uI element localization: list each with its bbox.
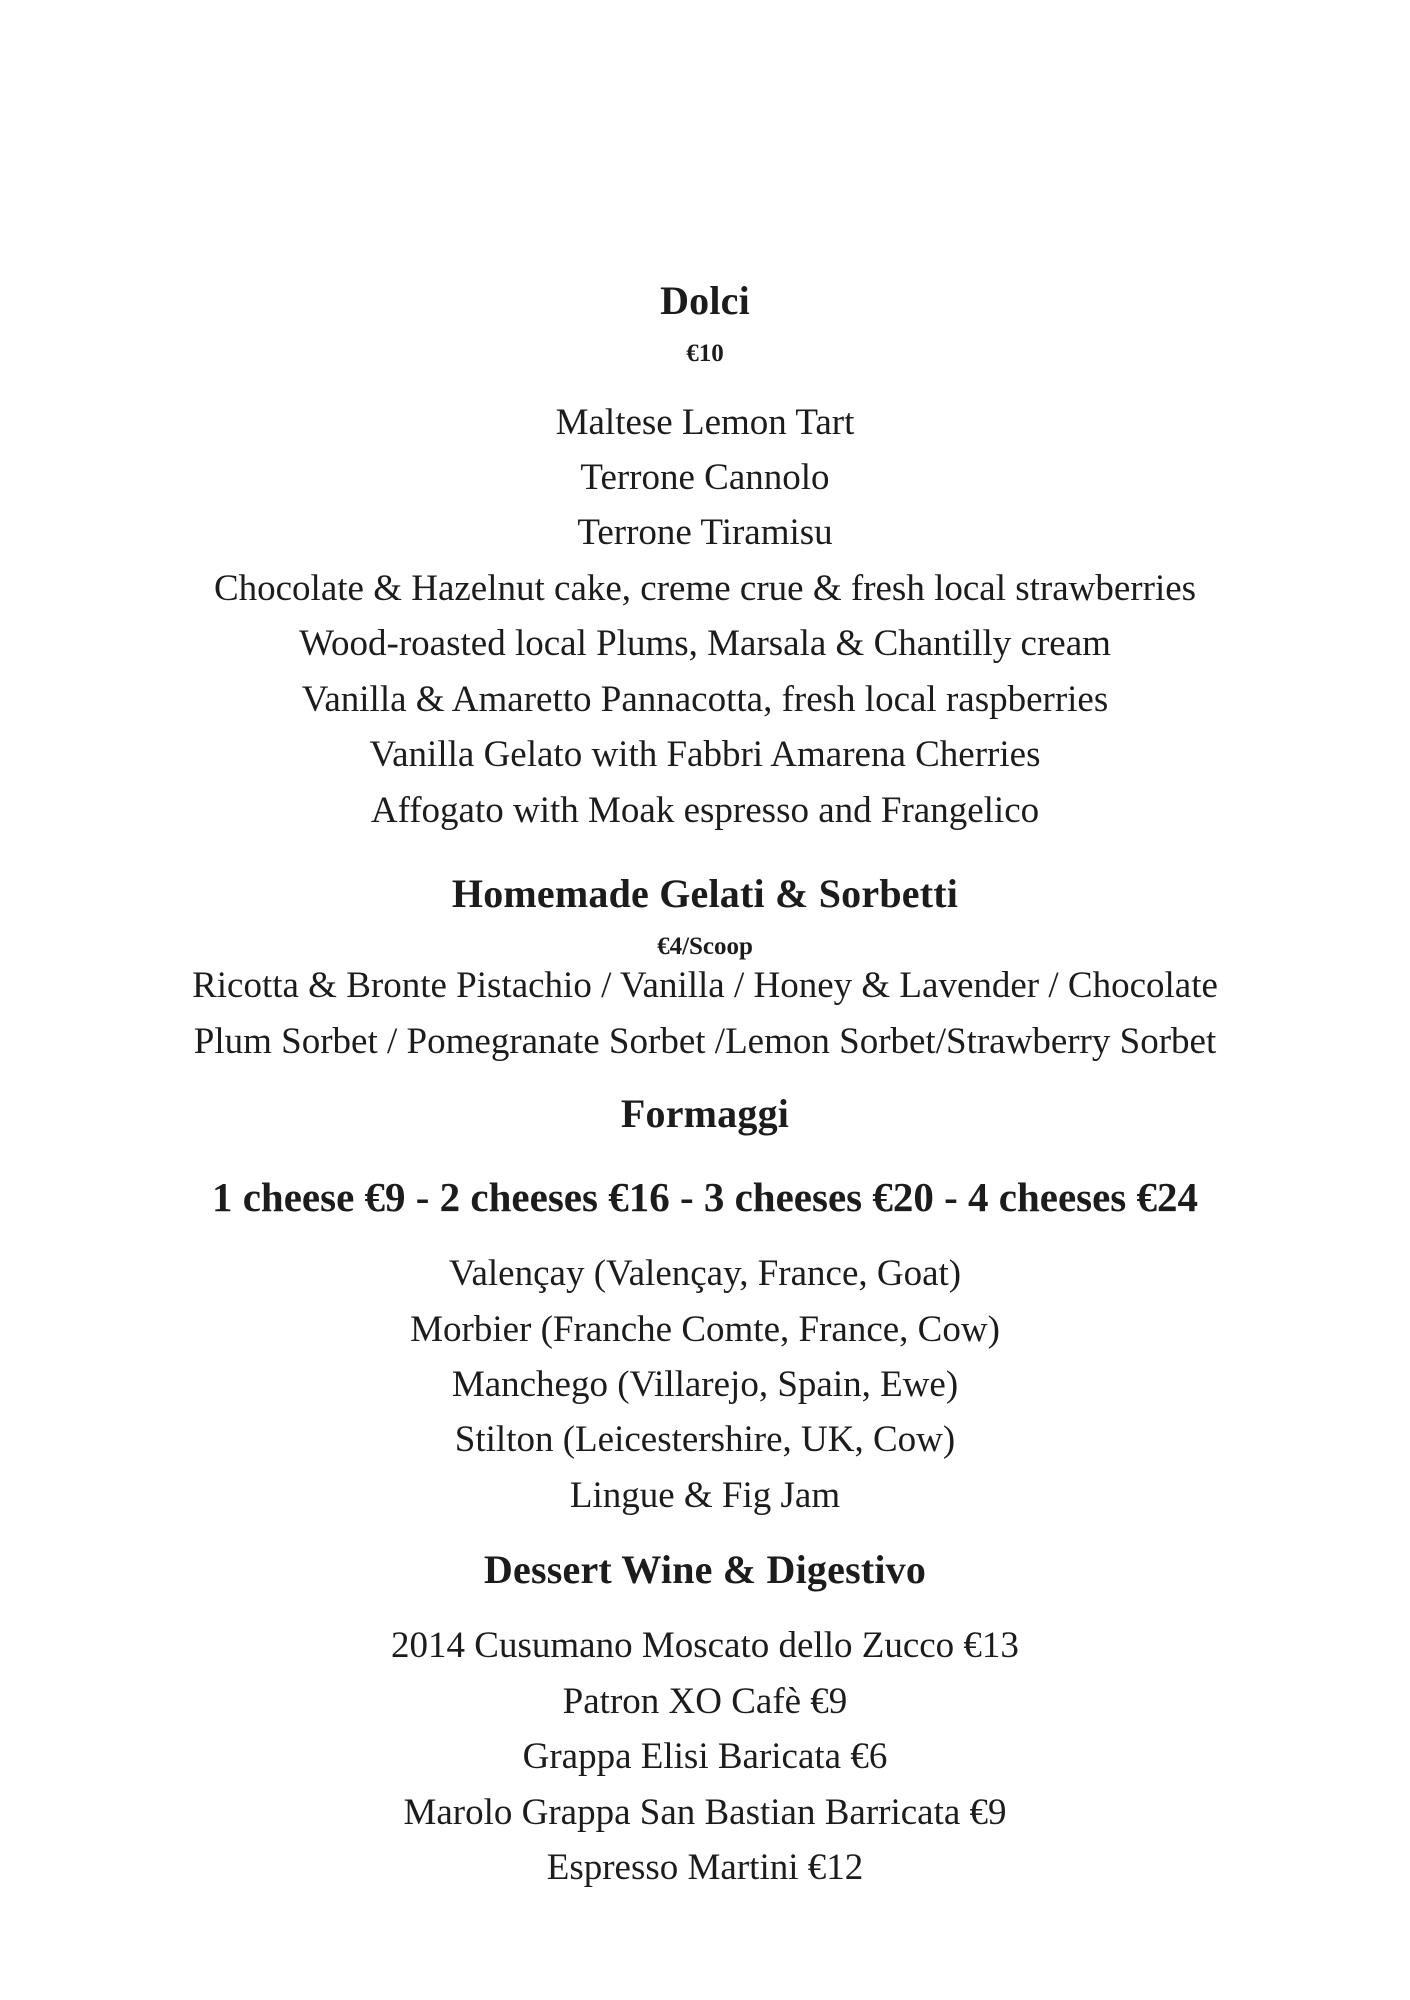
dolci-item: Affogato with Moak espresso and Frangelico: [370, 790, 1040, 831]
dolci-item: Vanilla Gelato with Fabbri Amarena Cherries: [369, 734, 1041, 775]
dolci-item: Vanilla & Amaretto Pannacotta, fresh local raspberries: [301, 679, 1109, 720]
gelati-item: Ricotta & Bronte Pistachio / Vanilla / Honey & Lavender / Chocolate: [192, 965, 1218, 1006]
gelati-price: €4/Scoop: [657, 933, 753, 960]
dessert-wine-item: Patron XO Cafè €9: [562, 1681, 848, 1722]
formaggi-item: Manchego (Villarejo, Spain, Ewe): [451, 1364, 959, 1405]
gelati-item: Plum Sorbet / Pomegranate Sorbet /Lemon Sorbet/Strawberry Sorbet: [193, 1021, 1217, 1062]
dolci-item: Terrone Cannolo: [580, 457, 830, 498]
formaggi-item: Stilton (Leicestershire, UK, Cow): [454, 1419, 956, 1460]
gelati-heading: Homemade Gelati & Sorbetti: [451, 871, 959, 916]
dolci-heading: Dolci: [660, 278, 750, 323]
dolci-item: Wood-roasted local Plums, Marsala & Chantilly cream: [299, 623, 1111, 664]
dolci-item: Chocolate & Hazelnut cake, creme crue & fresh local strawberries: [213, 568, 1197, 609]
dolci-item: Terrone Tiramisu: [577, 512, 833, 553]
dolci-price: €10: [686, 340, 724, 367]
dessert-wine-heading: Dessert Wine & Digestivo: [483, 1547, 927, 1592]
dessert-wine-item: Espresso Martini €12: [546, 1847, 864, 1888]
formaggi-pricing: 1 cheese €9 - 2 cheeses €16 - 3 cheeses €20 - 4 cheeses €24: [211, 1174, 1199, 1220]
formaggi-item: Morbier (Franche Comte, France, Cow): [410, 1309, 1000, 1350]
dessert-wine-item: Grappa Elisi Baricata €6: [522, 1736, 888, 1777]
dolci-item: Maltese Lemon Tart: [555, 402, 855, 443]
formaggi-item: Lingue & Fig Jam: [569, 1475, 841, 1516]
dessert-wine-item: 2014 Cusumano Moscato dello Zucco €13: [391, 1625, 1019, 1666]
dessert-wine-item: Marolo Grappa San Bastian Barricata €9: [403, 1792, 1007, 1833]
formaggi-item: Valençay (Valençay, France, Goat): [448, 1253, 962, 1294]
formaggi-heading: Formaggi: [620, 1091, 790, 1136]
